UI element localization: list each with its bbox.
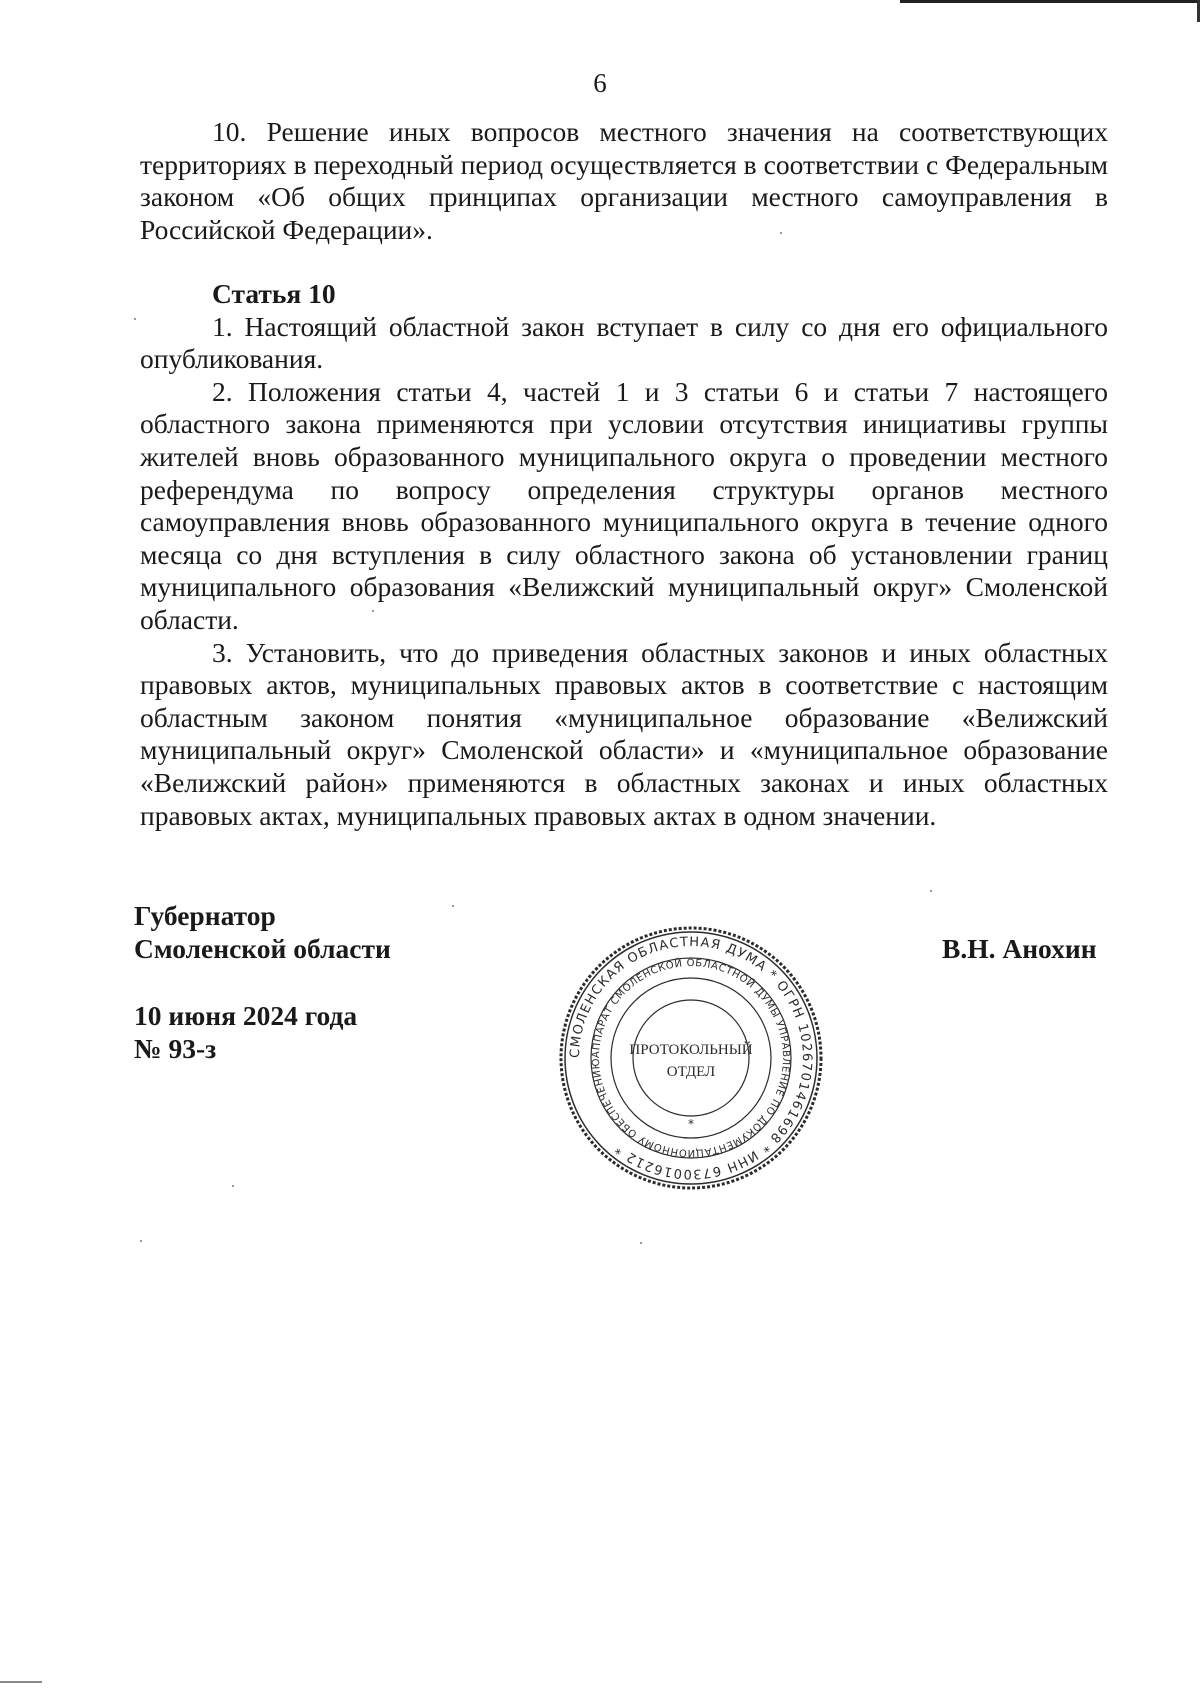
governor-title-line2: Смоленской области [134,932,391,964]
article-10-heading: Статья 10 [212,278,336,309]
article-10-item-1: 1. Настоящий областной закон вступает в силу со дня его официального опубликования. [140,310,1108,375]
law-number: № 93-з [134,1032,217,1064]
stamp-inner-line [611,978,771,1138]
paragraph-10-block [140,116,1108,246]
scan-speck [232,1185,234,1187]
scan-speck [452,905,454,907]
article-10-item-2: 2. Положения статьи 4, частей 1 и 3 статьи 6 и статьи 7 настоящего областного закона применяются при условии отсутствия инициативы группы жителей вновь образованного муниципального округа о проведении местного референдума по вопросу определения структуры органов местного самоуправления вновь образованного муниципального округа в течение одного месяца со дня вступления в силу областного закона об установлении границ муниципального образования «Велижский муниципальный округ» Смоленской области. [140,375,1108,635]
stamp-inner-ring-text: АППАРАТ СМОЛЕНСКОЙ ОБЛАСТНОЙ ДУМЫ УПРАВЛЕНИЕ ПО ДОКУМЕНТАЦИОННОМУ ОБЕСПЕЧЕНИЮ [590,957,792,1159]
scan-speck [140,1240,142,1242]
governor-title-line1: Губернатор [134,900,276,931]
article-10 [140,278,1108,832]
stamp-center-line2: ОТДЕЛ [666,1064,716,1080]
governor-title [134,900,391,965]
official-stamp [556,923,826,1193]
paragraph-10: 10. Решение иных вопросов местного значения на соответствующих территориях в переходный период осуществляется в соответствии с Федеральным законом «Об общих принципах организации местного самоуправления в Российской Федерации». [140,116,1108,245]
stamp-outer-line [565,932,817,1184]
scan-speck [780,232,782,234]
stamp-outer-ring-text: СМОЛЕНСКАЯ ОБЛАСТНАЯ ДУМА * ОГРН 1026701461698 * ИНН 6730016212 * [567,934,815,1182]
scan-speck [134,318,136,320]
law-date-number [134,1000,357,1065]
signer-name: В.Н. Анохин [942,933,1097,964]
scan-edge-bottom [0,1681,42,1683]
stamp-star-icon: * [688,1117,694,1131]
scan-edge-top [900,0,1200,3]
stamp-center-line1: ПРОТОКОЛЬНЫЙ [629,1042,753,1058]
law-date: 10 июня 2024 года [134,1000,358,1031]
article-10-item-3: 3. Установить, что до приведения областных законов и иных областных правовых актов, муниципальных правовых актов в соответствие с настоящим областным законом понятия «муниципальное образование «Велижский муниципальный округ» Смоленской области» и «муниципальное образование «Велижский район» применяются в областных законах и иных областных правовых актах, муниципальных правовых актах в одном значении. [140,636,1108,831]
scan-speck [930,890,932,892]
stamp-center-circle [633,1000,749,1116]
page-number: 6 [593,68,607,98]
scan-speck [640,1242,642,1244]
scan-speck [372,610,374,612]
